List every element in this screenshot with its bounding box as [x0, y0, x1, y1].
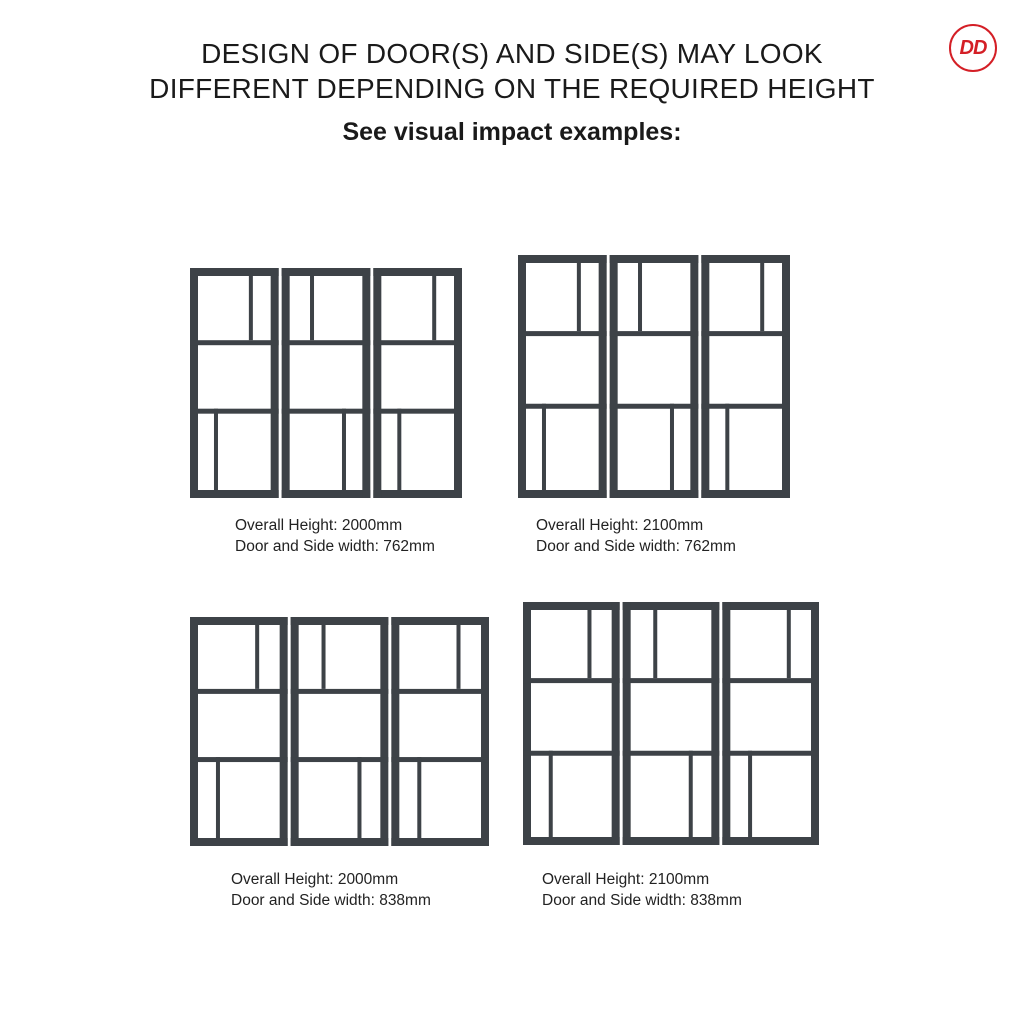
- panel-frame-left: [190, 268, 198, 498]
- panel-frame-bottom: [722, 837, 819, 845]
- glazing-bar: [214, 409, 218, 490]
- panel-transom: [190, 409, 279, 414]
- panel-frame-bottom: [391, 838, 489, 846]
- panel-frame-top: [722, 602, 819, 610]
- panel-frame-right: [280, 617, 288, 846]
- panel-frame-top: [523, 602, 620, 610]
- panel-frame-bottom: [282, 490, 371, 498]
- glazing-bar: [689, 751, 693, 837]
- door-panel: [282, 268, 371, 498]
- glazing-bar: [432, 276, 436, 340]
- glazing-bar: [787, 610, 791, 678]
- panel-transom: [291, 757, 389, 762]
- glazing-bar: [748, 751, 752, 837]
- door-width-label: Door and Side width: 838mm: [542, 892, 742, 909]
- panel-frame-bottom: [518, 490, 607, 498]
- panel-transom: [722, 751, 819, 756]
- glazing-bar: [417, 757, 421, 838]
- door-panel: [291, 617, 389, 846]
- overall-height-label: Overall Height: 2000mm: [231, 871, 399, 888]
- panel-transom: [391, 689, 489, 694]
- panel-frame-top: [190, 617, 288, 625]
- brand-logo-text: DD: [959, 36, 987, 59]
- panel-transom: [291, 689, 389, 694]
- glazing-bar: [397, 409, 401, 490]
- door-width-label: Door and Side width: 762mm: [235, 538, 435, 555]
- door-panel: [701, 255, 790, 498]
- panel-transom: [282, 409, 371, 414]
- panel-frame-left: [623, 602, 631, 845]
- glazing-bar: [249, 276, 253, 340]
- panel-frame-left: [282, 268, 290, 498]
- glazing-bar: [653, 610, 657, 678]
- door-panel: [190, 268, 279, 498]
- door-panel: [523, 602, 620, 845]
- door-panel: [190, 617, 288, 846]
- door-panel: [373, 268, 462, 498]
- door-diagram-2100-838: [523, 602, 819, 845]
- panel-frame-bottom: [610, 490, 699, 498]
- panel-frame-right: [380, 617, 388, 846]
- panel-transom: [190, 757, 288, 762]
- brand-logo: [949, 24, 997, 72]
- panel-transom: [610, 404, 699, 409]
- door-panel: [722, 602, 819, 845]
- glazing-bar: [760, 263, 764, 331]
- glazing-bar: [357, 757, 361, 838]
- panel-frame-left: [391, 617, 399, 846]
- glazing-bar: [725, 404, 729, 490]
- door-diagram-2000-762: [190, 268, 462, 498]
- panel-frame-bottom: [623, 837, 720, 845]
- panel-transom: [282, 340, 371, 345]
- panel-transom: [373, 340, 462, 345]
- panel-frame-bottom: [701, 490, 790, 498]
- panel-frame-right: [690, 255, 698, 498]
- glazing-bar: [638, 263, 642, 331]
- panel-frame-right: [271, 268, 279, 498]
- panel-transom: [523, 751, 620, 756]
- panel-frame-left: [291, 617, 299, 846]
- panel-transom: [518, 331, 607, 336]
- panel-transom: [391, 757, 489, 762]
- panel-frame-bottom: [373, 490, 462, 498]
- panel-transom: [190, 689, 288, 694]
- panel-frame-bottom: [291, 838, 389, 846]
- glazing-bar: [255, 625, 259, 689]
- panel-transom: [623, 751, 720, 756]
- panel-frame-left: [518, 255, 526, 498]
- panel-frame-left: [190, 617, 198, 846]
- panel-frame-right: [612, 602, 620, 845]
- panel-frame-right: [599, 255, 607, 498]
- panel-frame-top: [291, 617, 389, 625]
- heading-line-1: DESIGN OF DOOR(S) AND SIDE(S) MAY LOOK: [201, 38, 823, 69]
- glazing-bar: [542, 404, 546, 490]
- example-caption: [235, 515, 435, 557]
- panel-frame-bottom: [523, 837, 620, 845]
- glazing-bar: [587, 610, 591, 678]
- overall-height-label: Overall Height: 2100mm: [536, 517, 704, 534]
- glazing-bar: [457, 625, 461, 689]
- panel-frame-bottom: [190, 490, 279, 498]
- door-panel: [610, 255, 699, 498]
- panel-transom: [373, 409, 462, 414]
- panel-transom: [190, 340, 279, 345]
- panel-frame-top: [391, 617, 489, 625]
- panel-frame-right: [481, 617, 489, 846]
- glazing-bar: [549, 751, 553, 837]
- overall-height-label: Overall Height: 2000mm: [235, 517, 403, 534]
- panel-frame-top: [190, 268, 279, 276]
- subheading: See visual impact examples:: [342, 118, 682, 146]
- panel-frame-bottom: [190, 838, 288, 846]
- glazing-bar: [310, 276, 314, 340]
- panel-frame-left: [373, 268, 381, 498]
- panel-frame-top: [518, 255, 607, 263]
- panel-frame-right: [811, 602, 819, 845]
- panel-frame-top: [373, 268, 462, 276]
- panel-frame-left: [523, 602, 531, 845]
- example-caption: [536, 515, 736, 557]
- example-caption: [542, 869, 742, 911]
- panel-frame-right: [362, 268, 370, 498]
- panel-frame-right: [454, 268, 462, 498]
- panel-frame-right: [782, 255, 790, 498]
- overall-height-label: Overall Height: 2100mm: [542, 871, 710, 888]
- panel-frame-left: [610, 255, 618, 498]
- door-diagram-2000-838: [190, 617, 489, 846]
- panel-frame-left: [701, 255, 709, 498]
- panel-transom: [722, 678, 819, 683]
- panel-transom: [623, 678, 720, 683]
- panel-transom: [701, 331, 790, 336]
- panel-frame-right: [711, 602, 719, 845]
- example-caption: [231, 869, 431, 911]
- panel-transom: [523, 678, 620, 683]
- panel-frame-top: [701, 255, 790, 263]
- glazing-bar: [322, 625, 326, 689]
- door-panel: [518, 255, 607, 498]
- door-panel: [391, 617, 489, 846]
- panel-transom: [610, 331, 699, 336]
- glazing-bar: [577, 263, 581, 331]
- door-diagram-2100-762: [518, 255, 790, 498]
- glazing-bar: [670, 404, 674, 490]
- glazing-bar: [342, 409, 346, 490]
- door-width-label: Door and Side width: 838mm: [231, 892, 431, 909]
- panel-frame-top: [623, 602, 720, 610]
- panel-frame-left: [722, 602, 730, 845]
- door-panel: [623, 602, 720, 845]
- heading-line-2: DIFFERENT DEPENDING ON THE REQUIRED HEIGHT: [149, 73, 875, 104]
- panel-frame-top: [610, 255, 699, 263]
- panel-transom: [701, 404, 790, 409]
- door-width-label: Door and Side width: 762mm: [536, 538, 736, 555]
- panel-transom: [518, 404, 607, 409]
- glazing-bar: [216, 757, 220, 838]
- panel-frame-top: [282, 268, 371, 276]
